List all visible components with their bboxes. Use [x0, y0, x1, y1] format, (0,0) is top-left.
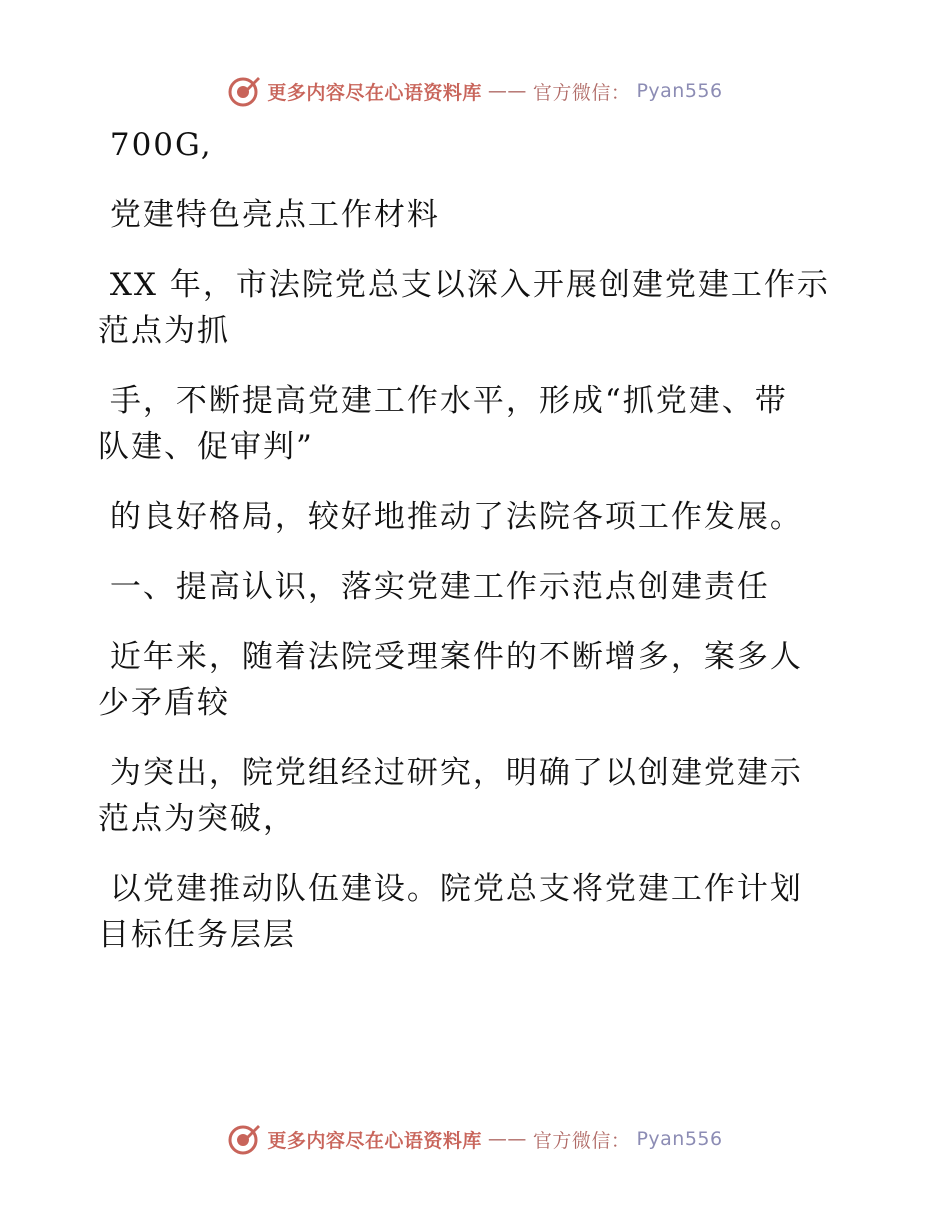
watermark-dash: ——: [487, 80, 527, 102]
header-watermark: [0, 74, 950, 108]
paragraph-9: 以党建推动队伍建设。院党总支将党建工作计划 目标任务层层: [98, 871, 803, 953]
paragraph-5: 的良好格局，较好地推动了法院各项工作发展。: [98, 499, 803, 535]
watermark-site-text: 更多内容尽在心语资料库: [267, 1129, 482, 1152]
paragraph-title: 党建特色亮点工作材料: [98, 197, 440, 233]
footer-watermark: [0, 1122, 950, 1156]
watermark-wechat-label: 官方微信：: [532, 81, 631, 104]
paragraph-7: 近年来，随着法院受理案件的不断增多，案多人 少矛盾较: [98, 639, 803, 721]
paragraph-1: 700G,: [98, 127, 213, 163]
paragraph-8: 为突出，院党组经过研究，明确了以创建党建示 范点为突破，: [98, 755, 803, 837]
watermark-site-text: 更多内容尽在心语资料库: [267, 81, 482, 104]
watermark-dash: ——: [487, 1128, 527, 1150]
document-body: [98, 122, 858, 958]
paragraph-4: 手，不断提高党建工作水平，形成“抓党建、带 队建、促审判”: [98, 383, 788, 465]
watermark-wechat-label: 官方微信：: [532, 1129, 631, 1152]
pen-seal-icon: [227, 1122, 261, 1156]
section-heading-1: 一、提高认识，落实党建工作示范点创建责任: [98, 569, 770, 605]
watermark-wechat-id: Pyan556: [636, 80, 723, 102]
watermark-wechat-id: Pyan556: [636, 1128, 723, 1150]
pen-seal-icon: [227, 74, 261, 108]
paragraph-3: XX 年，市法院党总支以深入开展创建党建工作示 范点为抓: [98, 267, 830, 349]
